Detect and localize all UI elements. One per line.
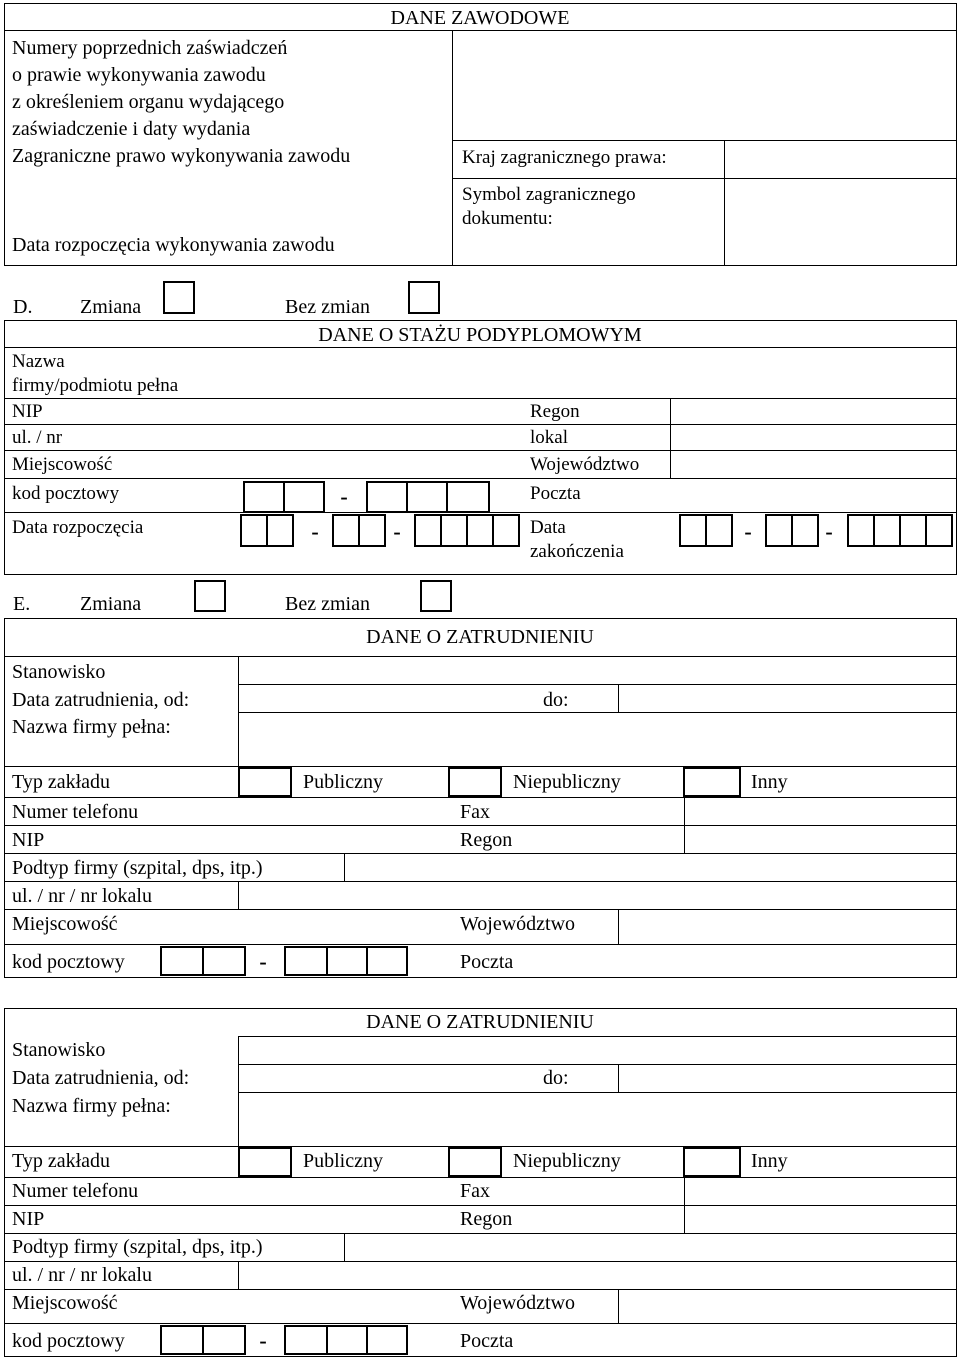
internship-date-start-digit[interactable] [240, 514, 268, 547]
postcode-dash: - [259, 949, 267, 974]
internship-unit-field[interactable] [671, 425, 956, 450]
date-dash: - [393, 519, 401, 544]
facility-non-public-checkbox[interactable] [448, 767, 502, 797]
internship-regon-label: Regon [530, 401, 580, 422]
position-field[interactable] [239, 657, 956, 684]
employed-from-field[interactable] [239, 685, 527, 712]
internship-unit-label: lokal [530, 427, 568, 448]
internship-regon-field[interactable] [671, 399, 956, 424]
section-e-letter: E. [13, 593, 31, 615]
internship-date-start-digit[interactable] [492, 514, 520, 547]
section-d-no-change-label: Bez zmian [285, 296, 370, 318]
company-label-1: Nazwa [12, 351, 65, 372]
internship-date-start-digit[interactable] [440, 514, 468, 547]
start-date-label: Data rozpoczęcia wykonywania zawodu [12, 234, 335, 256]
internship-postcode-digit[interactable] [406, 481, 448, 513]
prev-certificates-label-1: Numery poprzednich zaświadczeń [12, 37, 288, 59]
internship-date-end-digit[interactable] [873, 514, 901, 547]
prev-certificates-label-3: z określeniem organu wydającego [12, 91, 285, 113]
employer-city-label: Miejscowość [12, 913, 118, 935]
employer-postcode-label: kod pocztowy [12, 951, 125, 973]
employer-postcode-digit[interactable] [160, 946, 204, 976]
section-e-no-change-label: Bez zmian [285, 593, 370, 615]
internship-nip-label: NIP [12, 401, 43, 422]
facility-public-label: Publiczny [303, 1150, 383, 1172]
employer-postcode-digit[interactable] [326, 946, 368, 976]
position-label: Stanowisko [12, 1039, 106, 1061]
employed-to-label: do: [543, 1067, 569, 1089]
internship-date-start-digit[interactable] [414, 514, 442, 547]
section-d-no-change-checkbox[interactable] [408, 281, 440, 314]
employer-city-field[interactable] [239, 910, 449, 944]
internship-postcode-digit[interactable] [283, 481, 325, 513]
company-name-field[interactable] [239, 1093, 956, 1146]
internship-date-end-digit[interactable] [925, 514, 953, 547]
employer-street-label: ul. / nr / nr lokalu [12, 1264, 152, 1286]
internship-voivodeship-field[interactable] [671, 451, 956, 477]
company-name-field[interactable] [239, 713, 956, 766]
internship-date-start-digit[interactable] [466, 514, 494, 547]
facility-non-public-label: Niepubliczny [513, 1150, 621, 1172]
employer-post-office-field[interactable] [619, 946, 956, 976]
internship-date-end-digit[interactable] [765, 514, 793, 547]
internship-street-label: ul. / nr [12, 427, 63, 448]
facility-other-label: Inny [751, 771, 788, 793]
divider [4, 478, 957, 479]
employment-title-2: DANE O ZATRUDNIENIU [366, 1011, 594, 1033]
foreign-right-label: Zagraniczne prawo wykonywania zawodu [12, 145, 351, 167]
internship-date-end-digit[interactable] [847, 514, 875, 547]
date-dash: - [825, 519, 833, 544]
employer-regon-label: Regon [460, 829, 513, 851]
employer-nip-field[interactable] [239, 1206, 449, 1233]
phone-label: Numer telefonu [12, 1180, 139, 1202]
employer-voivodeship-field[interactable] [619, 1290, 956, 1322]
internship-date-end-label-1: Data [530, 517, 566, 538]
internship-date-end-digit[interactable] [791, 514, 819, 547]
employer-voivodeship-label: Województwo [460, 913, 576, 935]
date-dash: - [744, 519, 752, 544]
internship-postcode-digit[interactable] [243, 481, 285, 513]
employer-city-label: Miejscowość [12, 1292, 118, 1314]
employer-street-field[interactable] [239, 1262, 956, 1289]
section-d-change-checkbox[interactable] [163, 281, 195, 314]
employer-voivodeship-label: Województwo [460, 1292, 576, 1314]
employed-from-label: Data zatrudnienia, od: [12, 689, 190, 711]
internship-date-start-digit[interactable] [266, 514, 294, 547]
employer-postcode-digit[interactable] [284, 946, 328, 976]
date-dash: - [311, 519, 319, 544]
internship-date-start-digit[interactable] [332, 514, 360, 547]
internship-company-field[interactable] [240, 348, 956, 398]
subtype-label: Podtyp firmy (szpital, dps, itp.) [12, 857, 263, 879]
prev-certificates-label-4: zaświadczenie i daty wydania [12, 118, 251, 140]
internship-city-field[interactable] [240, 451, 520, 477]
employed-to-field[interactable] [619, 1065, 956, 1092]
divider [4, 1323, 957, 1324]
employer-postcode-digit[interactable] [366, 1325, 408, 1355]
facility-public-checkbox[interactable] [238, 767, 292, 797]
employer-nip-label: NIP [12, 829, 45, 851]
internship-postcode-digit[interactable] [366, 481, 408, 513]
employer-voivodeship-field[interactable] [619, 910, 956, 944]
company-label-2: firmy/podmiotu pełna [12, 375, 179, 396]
phone-field[interactable] [239, 1178, 449, 1205]
employed-from-label: Data zatrudnienia, od: [12, 1067, 190, 1089]
foreign-country-field[interactable] [725, 141, 956, 178]
foreign-country-label: Kraj zagranicznego prawa: [462, 147, 667, 168]
employer-post-office-field[interactable] [619, 1325, 956, 1355]
postcode-dash: - [340, 484, 348, 509]
employed-from-field[interactable] [239, 1065, 527, 1092]
internship-title: DANE O STAŻU PODYPLOMOWYM [318, 324, 642, 346]
section-e-change-checkbox[interactable] [194, 580, 226, 612]
facility-other-checkbox[interactable] [683, 1147, 741, 1177]
employer-postcode-digit[interactable] [366, 946, 408, 976]
professional-data-title: DANE ZAWODOWE [390, 7, 570, 29]
postcode-dash: - [259, 1328, 267, 1353]
fax-field[interactable] [685, 798, 956, 825]
company-name-label: Nazwa firmy pełna: [12, 716, 171, 738]
employer-post-office-label: Poczta [460, 1330, 514, 1352]
fax-field[interactable] [685, 1178, 956, 1205]
subtype-label: Podtyp firmy (szpital, dps, itp.) [12, 1236, 263, 1258]
facility-type-label: Typ zakładu [12, 771, 111, 793]
section-e-change-label: Zmiana [80, 593, 142, 615]
prev-certificates-label-2: o prawie wykonywania zawodu [12, 64, 266, 86]
internship-post-office-field[interactable] [671, 481, 956, 511]
internship-date-end-digit[interactable] [679, 514, 707, 547]
facility-public-checkbox[interactable] [238, 1147, 292, 1177]
internship-postcode-digit[interactable] [446, 481, 490, 513]
internship-date-end-digit[interactable] [899, 514, 927, 547]
foreign-doc-label-2: dokumentu: [462, 208, 553, 229]
employment-title-1: DANE O ZATRUDNIENIU [366, 626, 594, 648]
employer-postcode-digit[interactable] [202, 1325, 246, 1355]
employer-postcode-digit[interactable] [202, 946, 246, 976]
employer-regon-field[interactable] [685, 1206, 956, 1233]
position-label: Stanowisko [12, 661, 106, 683]
internship-post-office-label: Poczta [530, 483, 581, 504]
position-field[interactable] [239, 1037, 956, 1064]
employer-street-field[interactable] [239, 882, 956, 909]
foreign-doc-field[interactable] [725, 179, 956, 265]
employed-to-field[interactable] [619, 685, 956, 712]
internship-date-end-label-2: zakończenia [530, 541, 624, 562]
internship-city-label: Miejscowość [12, 454, 113, 475]
subtype-field[interactable] [345, 854, 956, 881]
internship-date-start-label: Data rozpoczęcia [12, 517, 144, 538]
fax-label: Fax [460, 1180, 490, 1202]
internship-nip-field[interactable] [240, 399, 520, 424]
employer-nip-field[interactable] [239, 826, 449, 853]
employer-postcode-digit[interactable] [160, 1325, 204, 1355]
section-d-change-label: Zmiana [80, 296, 142, 318]
employed-to-label: do: [543, 689, 569, 711]
internship-postcode-label: kod pocztowy [12, 483, 120, 504]
internship-date-start-digit[interactable] [358, 514, 386, 547]
prev-certificates-field[interactable] [453, 31, 956, 140]
employer-street-label: ul. / nr / nr lokalu [12, 885, 152, 907]
facility-public-label: Publiczny [303, 771, 383, 793]
fax-label: Fax [460, 801, 490, 823]
facility-non-public-label: Niepubliczny [513, 771, 621, 793]
company-name-label: Nazwa firmy pełna: [12, 1095, 171, 1117]
internship-street-field[interactable] [240, 425, 520, 450]
facility-type-label: Typ zakładu [12, 1150, 111, 1172]
employer-city-field[interactable] [239, 1290, 449, 1322]
employer-nip-label: NIP [12, 1208, 45, 1230]
employer-postcode-label: kod pocztowy [12, 1330, 125, 1352]
employer-postcode-digit[interactable] [326, 1325, 368, 1355]
employer-postcode-digit[interactable] [284, 1325, 328, 1355]
internship-voivodeship-label: Województwo [530, 454, 640, 475]
section-d-letter: D. [13, 296, 33, 318]
employer-post-office-label: Poczta [460, 951, 514, 973]
phone-field[interactable] [239, 798, 449, 825]
section-e-no-change-checkbox[interactable] [420, 580, 452, 612]
facility-other-label: Inny [751, 1150, 788, 1172]
divider [4, 512, 957, 513]
foreign-doc-label-1: Symbol zagranicznego [462, 184, 636, 205]
employer-regon-field[interactable] [685, 826, 956, 853]
employer-regon-label: Regon [460, 1208, 513, 1230]
facility-non-public-checkbox[interactable] [448, 1147, 502, 1177]
facility-other-checkbox[interactable] [683, 767, 741, 797]
phone-label: Numer telefonu [12, 801, 139, 823]
divider [4, 944, 957, 945]
internship-date-end-digit[interactable] [705, 514, 733, 547]
subtype-field[interactable] [345, 1234, 956, 1261]
